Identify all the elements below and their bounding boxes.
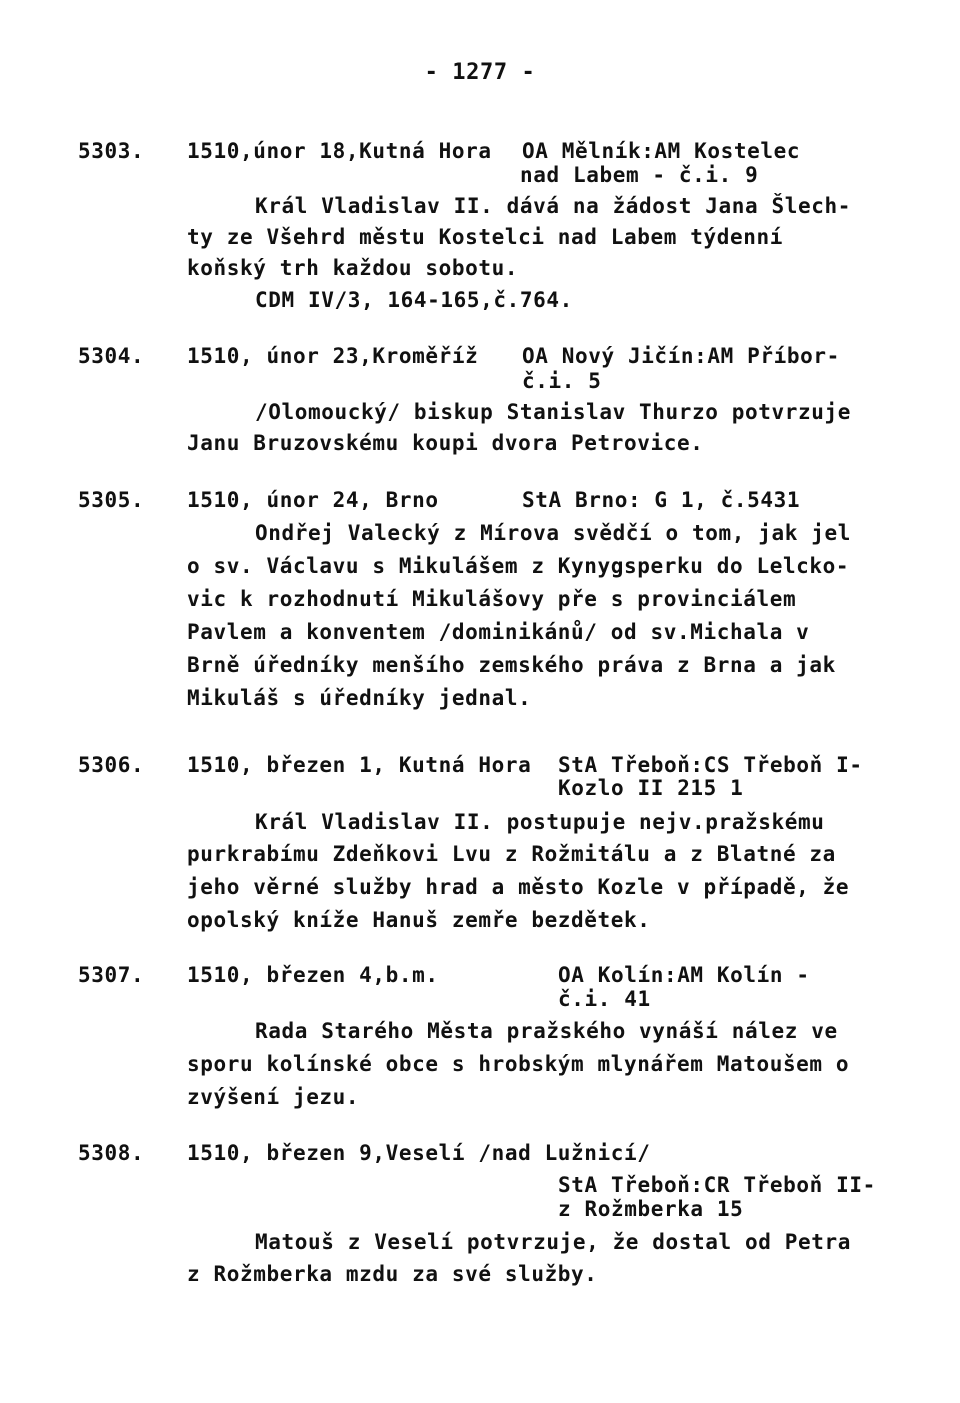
entry-date-place: 1510,únor 18,Kutná Hora — [187, 139, 492, 163]
entry-archive: StA Třeboň:CR Třeboň II- — [558, 1173, 876, 1197]
entry-text-line: Mikuláš s úředníky jednal. — [187, 686, 532, 710]
entry-number: 5308. — [78, 1141, 145, 1165]
entry-archive: č.i. 5 — [522, 369, 602, 393]
entry-archive: Kozlo II 215 1 — [558, 776, 744, 800]
entry-text-line: opolský kníže Hanuš zemře bezdětek. — [187, 908, 651, 932]
entry-text-line: Ondřej Valecký z Mírova svědčí o tom, jak jel — [255, 521, 851, 545]
entry-number: 5306. — [78, 753, 145, 777]
entry-text-line: z Rožmberka mzdu za své služby. — [187, 1262, 598, 1286]
entry-text-line: ty ze Všehrd městu Kostelci nad Labem týdenní — [187, 225, 783, 249]
entry-date-place: 1510, březen 1, Kutná Hora — [187, 753, 532, 777]
entry-archive: OA Kolín:AM Kolín - — [558, 963, 810, 987]
entry-archive: OA Mělník:AM Kostelec — [522, 139, 801, 163]
entry-number: 5304. — [78, 344, 145, 368]
entry-text-line: sporu kolínské obce s hrobským mlynářem Matoušem o — [187, 1052, 850, 1076]
entry-date-place: 1510, březen 9,Veselí /nad Lužnicí/ — [187, 1141, 651, 1165]
entry-text-line: Král Vladislav II. dává na žádost Jana Šlech- — [255, 194, 851, 218]
entry-text-line: koňský trh každou sobotu. — [187, 256, 519, 280]
entry-archive: StA Třeboň:CS Třeboň I- — [558, 753, 863, 777]
entry-number: 5303. — [78, 139, 145, 163]
entry-text-line: Matouš z Veselí potvrzuje, že dostal od Petra — [255, 1230, 851, 1254]
entry-archive: nad Labem - č.i. 9 — [520, 163, 759, 187]
entry-text-line: Král Vladislav II. postupuje nejv.pražskému — [255, 810, 825, 834]
entry-date-place: 1510, únor 23,Kroměříž — [187, 344, 479, 368]
entry-citation: CDM IV/3, 164-165,č.764. — [255, 288, 573, 312]
entry-text-line: /Olomoucký/ biskup Stanislav Thurzo potvrzuje — [255, 400, 851, 424]
entry-text-line: o sv. Václavu s Mikulášem z Kynygsperku do Lelcko- — [187, 554, 850, 578]
entry-number: 5305. — [78, 488, 145, 512]
entry-archive: č.i. 41 — [558, 987, 651, 1011]
entry-text-line: Rada Starého Města pražského vynáší nález ve — [255, 1019, 838, 1043]
entry-text-line: Brně úředníky menšího zemského práva z Brna a jak — [187, 653, 836, 677]
entry-archive: z Rožmberka 15 — [558, 1197, 744, 1221]
entry-date-place: 1510, březen 4,b.m. — [187, 963, 439, 987]
entry-text-line: purkrabímu Zdeňkovi Lvu z Rožmitálu a z Blatné za — [187, 842, 836, 866]
entry-date-place: 1510, únor 24, Brno — [187, 488, 439, 512]
entry-text-line: vic k rozhodnutí Mikulášovy pře s provinciálem — [187, 587, 797, 611]
entry-text-line: zvýšení jezu. — [187, 1085, 360, 1109]
entry-archive: OA Nový Jičín:AM Příbor- — [522, 344, 840, 368]
entry-text-line: jeho věrné služby hrad a město Kozle v případě, že — [187, 875, 850, 899]
entry-archive: StA Brno: G 1, č.5431 — [522, 488, 801, 512]
entry-number: 5307. — [78, 963, 145, 987]
page-number: - 1277 - — [424, 60, 536, 85]
entry-text-line: Janu Bruzovskému koupi dvora Petrovice. — [187, 431, 704, 455]
entry-text-line: Pavlem a konventem /dominikánů/ od sv.Michala v — [187, 620, 810, 644]
